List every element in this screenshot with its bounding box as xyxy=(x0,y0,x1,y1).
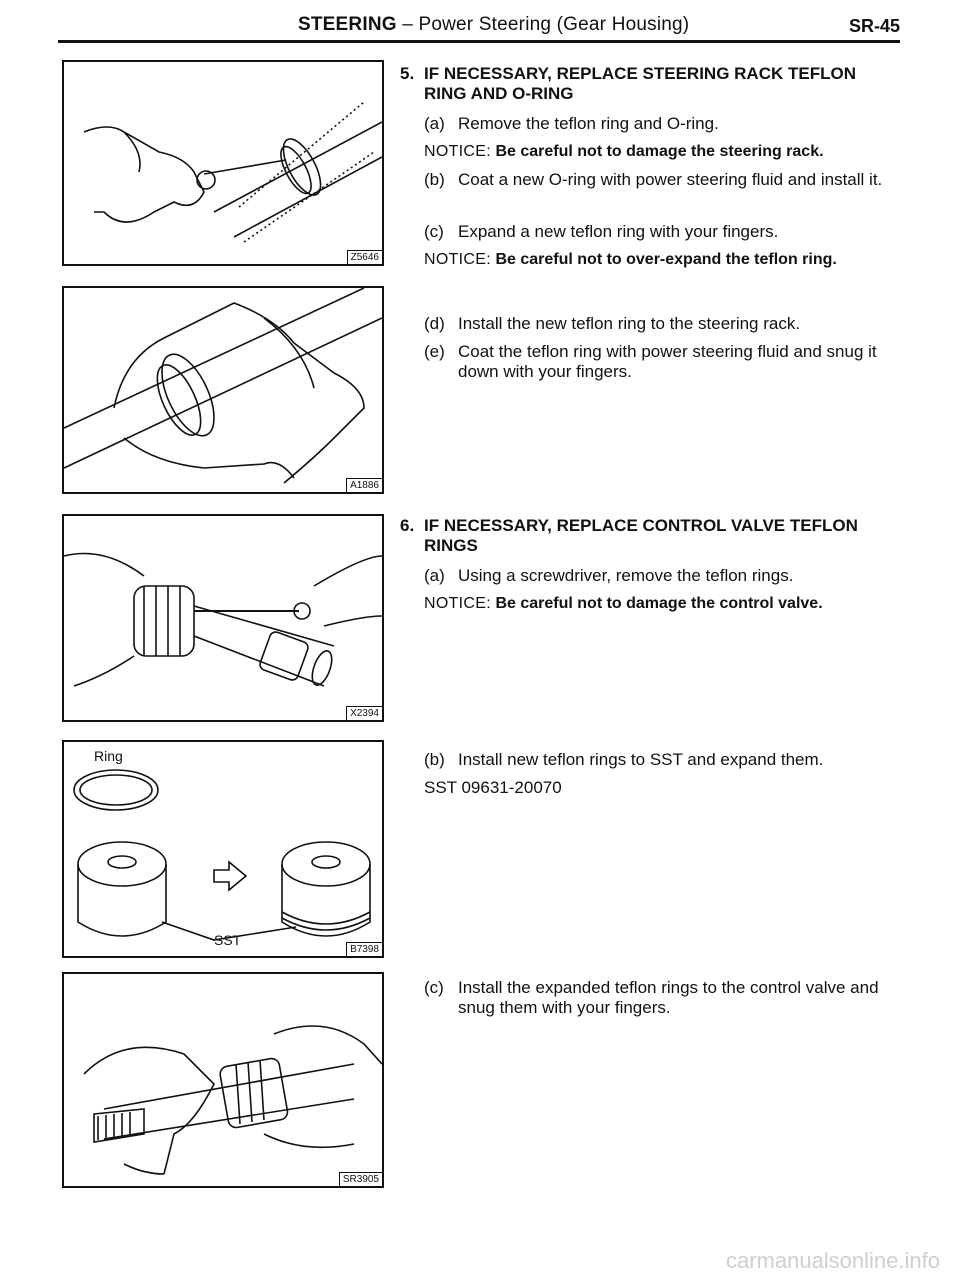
notice-text: Be careful not to damage the steering rack. xyxy=(495,143,824,160)
step-5-notice-2 xyxy=(424,250,894,270)
item-text: Using a screwdriver, remove the teflon rings. xyxy=(458,566,794,585)
step-5-notice-1 xyxy=(424,142,904,162)
step-5e xyxy=(424,342,914,386)
section-subtitle: – Power Steering (Gear Housing) xyxy=(402,14,690,35)
sst-number: SST 09631-20070 xyxy=(424,778,562,797)
item-label: (a) xyxy=(424,114,445,133)
control-valve-install-illustration xyxy=(64,974,382,1186)
item-label: (c) xyxy=(424,222,444,241)
item-text: Expand a new teflon ring with your fingers. xyxy=(458,222,779,241)
item-text: Install the expanded teflon rings to the control valve and snug them with your fingers. xyxy=(458,978,879,1017)
step-6a xyxy=(424,566,914,588)
figure-x2394 xyxy=(62,514,384,722)
item-text: Coat the teflon ring with power steering fluid and snug it down with your fingers. xyxy=(458,342,877,381)
figure-z5646 xyxy=(62,60,384,266)
item-text: Coat a new O-ring with power steering fluid and install it. xyxy=(458,170,883,189)
figure-code: A1886 xyxy=(346,478,382,492)
figure-code: X2394 xyxy=(346,706,382,720)
section-name: STEERING xyxy=(298,14,397,35)
rack-ring-illustration xyxy=(64,62,382,264)
item-text: Install new teflon rings to SST and expand them. xyxy=(458,750,824,769)
figure-b7398 xyxy=(62,740,384,958)
notice-label: NOTICE: xyxy=(424,251,491,268)
notice-text: Be careful not to over-expand the teflon ring. xyxy=(495,251,837,268)
step-6-notice-1 xyxy=(424,594,904,614)
step-5c xyxy=(424,222,914,244)
sst-label: SST xyxy=(214,932,242,948)
figure-sr3905 xyxy=(62,972,384,1188)
watermark: carmanualsonline.info xyxy=(725,1248,940,1273)
item-label: (a) xyxy=(424,566,445,585)
step-title: IF NECESSARY, REPLACE CONTROL VALVE TEFLON RINGS xyxy=(424,516,858,555)
step-6-heading xyxy=(400,516,900,560)
figure-code: SR3905 xyxy=(339,1172,382,1186)
sst-ring-illustration xyxy=(64,742,382,956)
figure-a1886 xyxy=(62,286,384,494)
item-label: (b) xyxy=(424,750,445,769)
page-number: SR-45 xyxy=(848,16,900,36)
item-label: (c) xyxy=(424,978,444,997)
rack-install-illustration xyxy=(64,288,382,492)
step-title: IF NECESSARY, REPLACE STEERING RACK TEFLON RING AND O-RING xyxy=(424,64,856,103)
step-6b xyxy=(424,750,914,772)
item-text: Install the new teflon ring to the steering rack. xyxy=(458,314,801,333)
step-number: 5. xyxy=(400,64,415,83)
notice-label: NOTICE: xyxy=(424,143,491,160)
step-5-heading xyxy=(400,64,900,108)
step-5b xyxy=(424,170,914,214)
figure-code: B7398 xyxy=(346,942,382,956)
notice-label: NOTICE: xyxy=(424,595,491,612)
step-6c xyxy=(424,978,914,1022)
item-label: (e) xyxy=(424,342,445,361)
ring-label: Ring xyxy=(94,748,123,764)
step-5a xyxy=(424,114,914,136)
header-rule xyxy=(58,40,900,43)
item-text: Remove the teflon ring and O-ring. xyxy=(458,114,719,133)
control-valve-removal-illustration xyxy=(64,516,382,720)
step-number: 6. xyxy=(400,516,415,535)
step-5d xyxy=(424,314,914,336)
item-label: (b) xyxy=(424,170,445,189)
notice-text: Be careful not to damage the control valve. xyxy=(495,595,823,612)
item-label: (d) xyxy=(424,314,445,333)
figure-code: Z5646 xyxy=(347,250,382,264)
header-title xyxy=(298,14,689,36)
page-header xyxy=(58,10,900,40)
